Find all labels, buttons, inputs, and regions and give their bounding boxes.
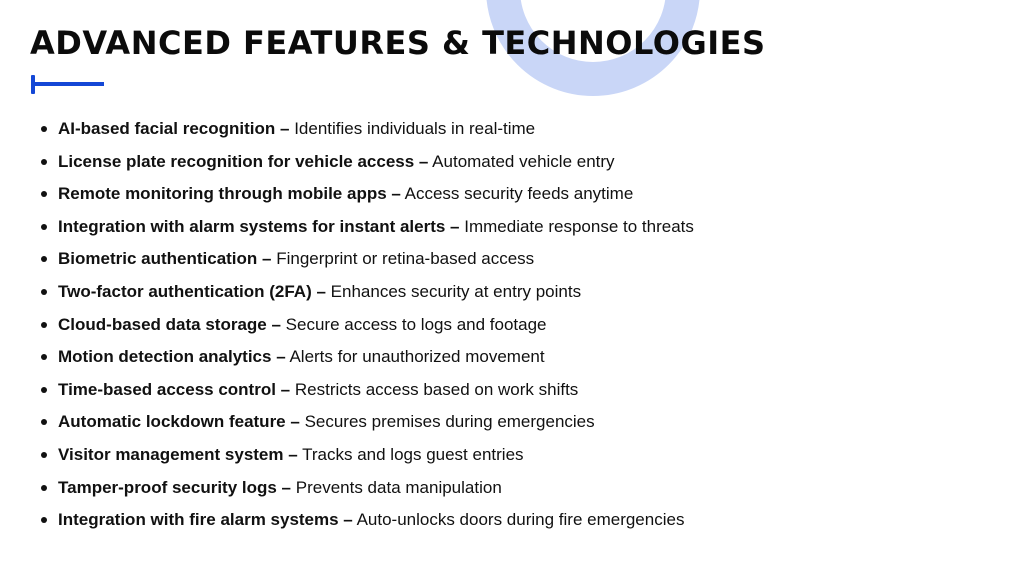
list-item — [58, 442, 694, 475]
feature-description: Secure access to logs and footage — [285, 314, 547, 334]
feature-description: Enhances security at entry points — [330, 281, 582, 301]
bullet-icon — [41, 354, 47, 360]
bullet-icon — [41, 517, 47, 523]
title-underline — [34, 82, 104, 86]
list-item — [58, 409, 694, 442]
bullet-icon — [41, 387, 47, 393]
list-item — [58, 377, 694, 410]
feature-name: Tamper-proof security logs – — [58, 477, 292, 497]
bullet-icon — [41, 256, 47, 262]
list-item — [58, 149, 694, 182]
feature-description: Tracks and logs guest entries — [302, 444, 524, 464]
feature-description: Immediate response to threats — [464, 216, 694, 236]
feature-description: Prevents data manipulation — [295, 477, 502, 497]
feature-name: Motion detection analytics – — [58, 347, 286, 367]
feature-description: Fingerprint or retina-based access — [276, 249, 535, 269]
feature-description: Alerts for unauthorized movement — [289, 347, 545, 367]
feature-name: Automatic lockdown feature – — [58, 412, 300, 432]
page-title: ADVANCED FEATURES & TECHNOLOGIES — [30, 24, 766, 62]
list-item — [58, 214, 694, 247]
list-item — [58, 475, 694, 508]
feature-description: Access security feeds anytime — [404, 184, 634, 204]
feature-name: AI-based facial recognition – — [58, 119, 290, 138]
bullet-icon — [41, 485, 47, 491]
feature-name: Remote monitoring through mobile apps – — [58, 184, 401, 204]
feature-description: Identifies individuals in real-time — [294, 119, 536, 138]
feature-description: Restricts access based on work shifts — [294, 379, 579, 399]
feature-name: Cloud-based data storage – — [58, 314, 281, 334]
bullet-icon — [41, 452, 47, 458]
feature-list — [58, 116, 694, 540]
bullet-icon — [41, 159, 47, 165]
bullet-icon — [41, 419, 47, 425]
feature-description: Automated vehicle entry — [432, 151, 615, 171]
bullet-icon — [41, 191, 47, 197]
list-item — [58, 507, 694, 540]
list-item — [58, 246, 694, 279]
list-item — [58, 279, 694, 312]
feature-name: Biometric authentication – — [58, 249, 272, 269]
list-item — [58, 116, 694, 149]
feature-description: Secures premises during emergencies — [304, 412, 595, 432]
bullet-icon — [41, 126, 47, 132]
list-item — [58, 181, 694, 214]
feature-name: License plate recognition for vehicle access – — [58, 151, 429, 171]
feature-name: Two-factor authentication (2FA) – — [58, 281, 326, 301]
feature-description: Auto-unlocks doors during fire emergencies — [356, 510, 685, 530]
bullet-icon — [41, 322, 47, 328]
feature-name: Integration with alarm systems for instant alerts – — [58, 216, 460, 236]
bullet-icon — [41, 224, 47, 230]
feature-name: Time-based access control – — [58, 379, 291, 399]
list-item — [58, 312, 694, 345]
list-item — [58, 344, 694, 377]
bullet-icon — [41, 289, 47, 295]
feature-name: Visitor management system – — [58, 444, 298, 464]
feature-name: Integration with fire alarm systems – — [58, 510, 353, 530]
